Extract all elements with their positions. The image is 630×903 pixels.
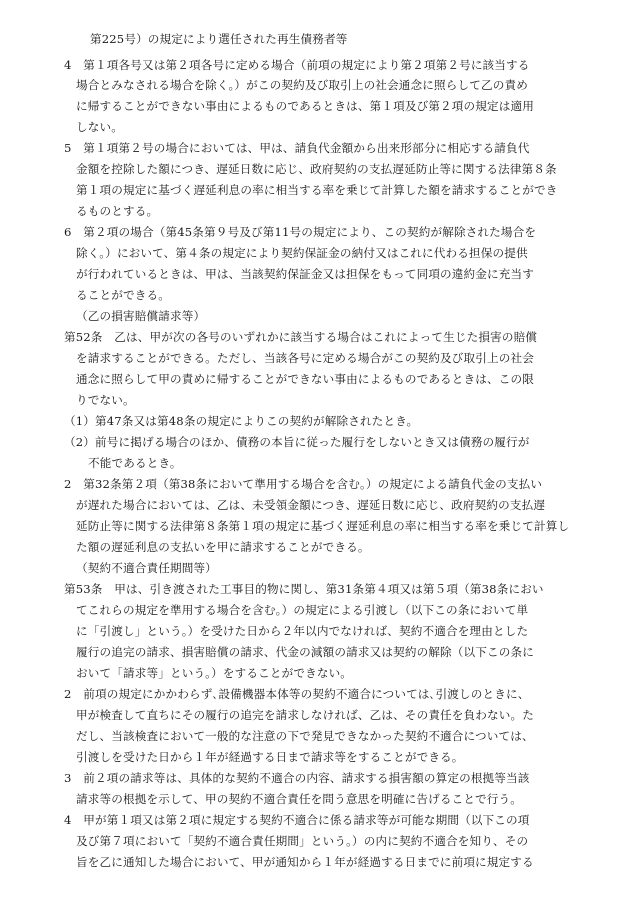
text-line: 除く。）において、第４条の規定により契約保証金の納付又はこれに代わる担保の提供	[76, 246, 528, 260]
article-52-line: 第52条 乙は、甲が次の各号のいずれかに該当する場合はこれによって生じた損害の賠償	[64, 330, 538, 344]
text-line: だし、当該検査において一般的な注意の下で発見できなかった契約不適合については、	[76, 729, 534, 743]
section-heading: （乙の損害賠償請求等）	[76, 309, 206, 323]
text-line: ることができる。	[76, 288, 170, 302]
section-heading: （契約不適合責任期間等）	[76, 561, 217, 575]
paragraph-3-line: 3 前２項の請求等は、具体的な契約不適合の内容、請求する損害額の算定の根拠等当該	[64, 771, 530, 785]
text-line: が遅れた場合においては、乙は、未受領金額につき、遅延日数に応じ、政府契約の支払遅	[76, 498, 546, 512]
text-line: しない。	[76, 120, 123, 134]
text-line: 引渡しを受けた日から１年が経過する日まで請求等をすることができる。	[76, 750, 464, 764]
text-line: 金額を控除した額につき、遅延日数に応じ、政府契約の支払遅延防止等に関する法律第８条	[76, 162, 557, 176]
text-line: 履行の追完の請求、損害賠償の請求、代金の減額の請求又は契約の解除（以下この条に	[76, 645, 535, 659]
text-line: 第１項の規定に基づく遅延利息の率に相当する率を乗じて計算した額を請求することができ	[76, 183, 558, 197]
text-line: 通念に照らして甲の責めに帰することができない事由によるものであるときは、この限	[76, 372, 535, 386]
text-line: 及び第７項において「契約不適合責任期間」という。）の内に契約不適合を知り、その	[76, 834, 529, 848]
text-line: てこれらの規定を準用する場合を含む。）の規定による引渡し（以下この条において単	[76, 603, 529, 617]
item-2-line: （2）前号に掲げる場合のほか、債務の本旨に従った履行をしないとき又は債務の履行が	[64, 435, 530, 449]
paragraph-2-line: 2 第32条第２項（第38条において準用する場合を含む。）の規定による請負代金の支払い	[64, 477, 543, 491]
text-line: を請求することができる。ただし、当該各号に定める場合がこの契約及び取引上の社会	[76, 351, 535, 365]
text-line: 旨を乙に通知した場合において、甲が通知から１年が経過する日までに前項に規定する	[76, 855, 534, 869]
text-line: 甲が検査して直ちにその履行の追完を請求しなければ、乙は、その責任を負わない。た	[76, 708, 535, 722]
text-line: に帰することができない事由によるものであるときは、第１項及び第２項の規定は適用	[76, 99, 535, 113]
paragraph-6-line: 6 第２項の場合（第45条第９号及び第11号の規定により、この契約が解除された場合を	[64, 225, 537, 239]
text-line: るものとする。	[76, 204, 159, 218]
text-line: が行われているときは、甲は、当該契約保証金又は担保をもって同項の違約金に充当す	[76, 267, 535, 281]
text-line: 第225号）の規定により選任された再生債務者等	[90, 32, 348, 46]
text-line: おいて「請求等」という。）をすることができない。	[76, 666, 353, 680]
item-1-line: （1）第47条又は第48条の規定によりこの契約が解除されたとき。	[64, 414, 419, 428]
text-line: 場合とみなされる場合を除く。）がこの契約及び取引上の社会通念に照らして乙の責め	[76, 78, 528, 92]
paragraph-2-line: 2 前項の規定にかかわらず､設備機器本体等の契約不適合については､引渡しのときに、	[64, 687, 530, 701]
text-line: 不能であるとき。	[88, 456, 182, 470]
article-53-line: 第53条 甲は、引き渡された工事目的物に関し、第31条第４項又は第５項（第38条におい	[64, 582, 544, 596]
text-line: 請求等の根拠を示して、甲の契約不適合責任を問う意思を明確に告げることで行う。	[76, 792, 523, 806]
text-line: 延防止等に関する法律第８条第１項の規定に基づく遅延利息の率に相当する率を乗じて計算し	[76, 519, 570, 533]
paragraph-4-line: 4 第１項各号又は第２項各号に定める場合（前項の規定により第２項第２号に該当する	[64, 58, 530, 72]
text-line: りでない。	[76, 393, 135, 407]
paragraph-5-line: 5 第１項第２号の場合においては、甲は、請負代金額から出来形部分に相応する請負代	[64, 141, 530, 155]
text-line: に「引渡し」という。）を受けた日から２年以内でなければ、契約不適合を理由とした	[76, 624, 529, 638]
paragraph-4-line: 4 甲が第１項又は第２項に規定する契約不適合に係る請求等が可能な期間（以下この項	[64, 813, 530, 827]
text-line: た額の遅延利息の支払いを甲に請求することができる。	[76, 540, 370, 554]
